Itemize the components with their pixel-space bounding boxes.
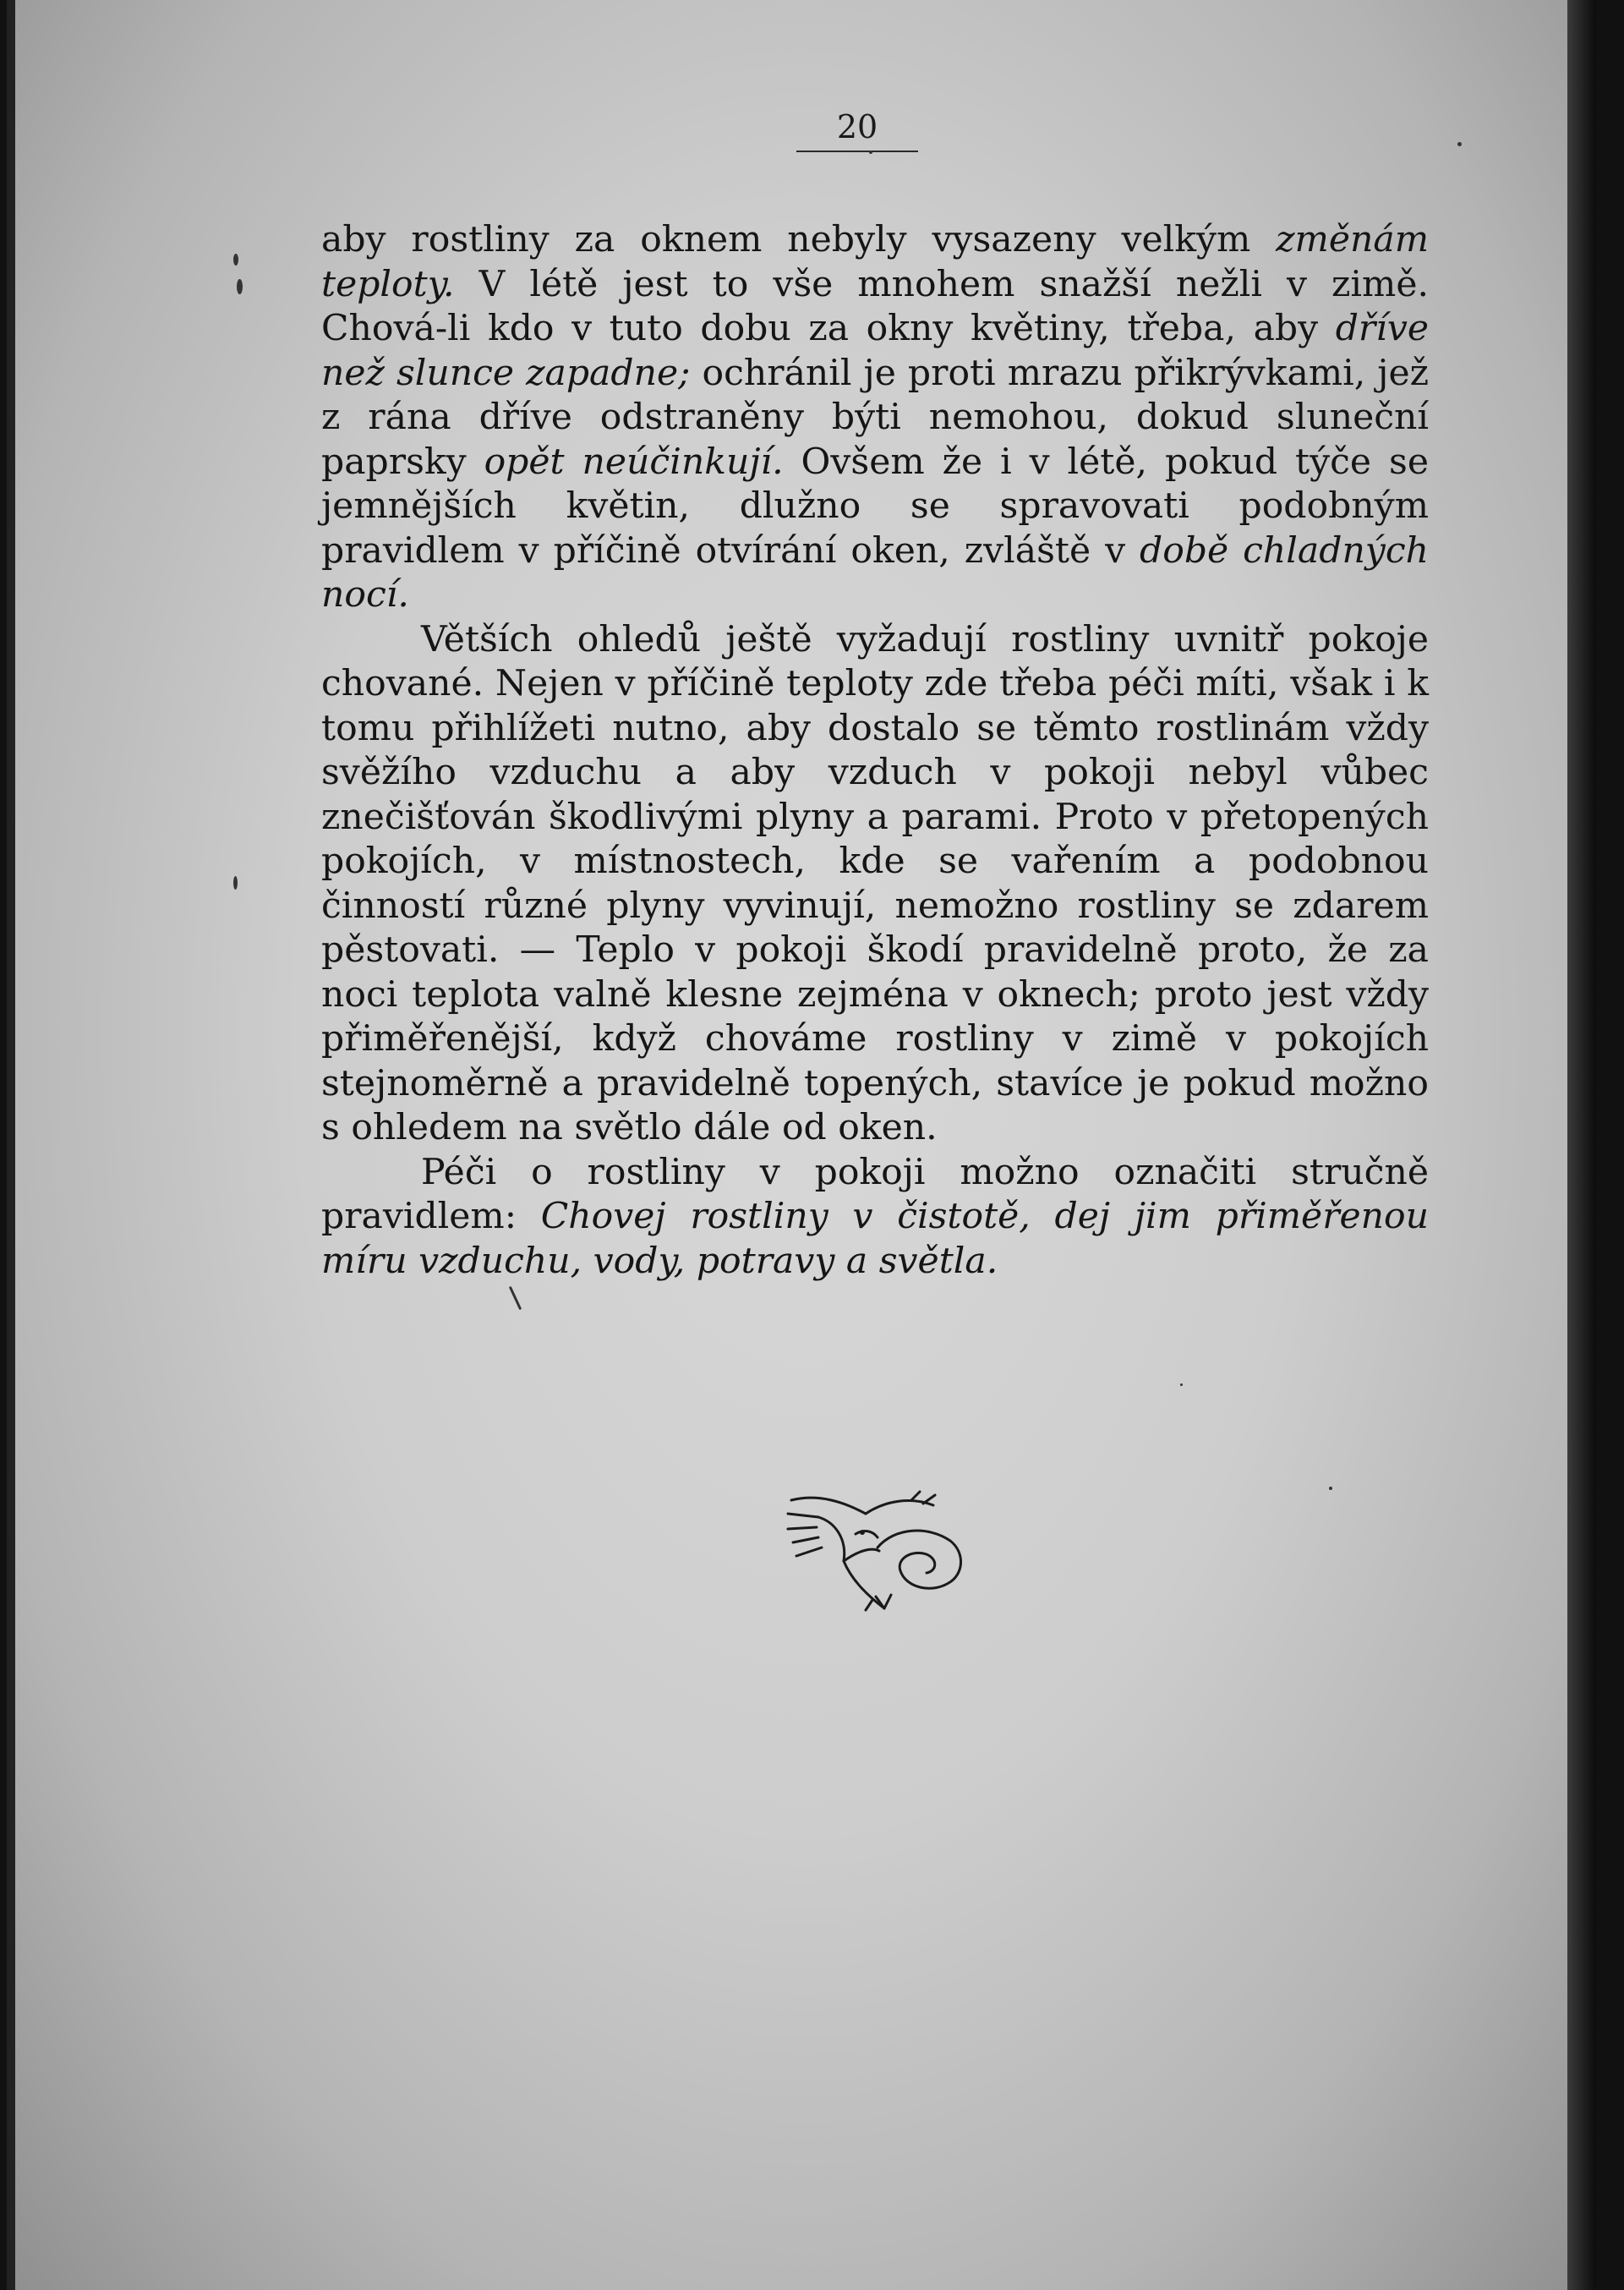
scan-speck	[869, 151, 872, 154]
scan-speck	[1180, 1383, 1183, 1386]
scan-speck	[1329, 1487, 1332, 1490]
text-run: Větších ohledů ještě vyžadují rostliny uvnitř pokoje chované. Nejen v příčině teploty zde třeba péči míti, však i k tomu přihlížeti nutno, aby dostalo se těmto rostlinám vždy svěžího vzduchu a aby vzduch v pokoji nebyl vůbec znečišťován škodlivými plyny a parami. Proto v přetopených pokojích, v místnostech, kde se vařením a podobnou činností různé plyny vyvinují, nemožno rostliny se zdarem pěstovati. — Teplo v pokoji škodí pravidelně proto, že za noci teplota valně klesne zejména v oknech; proto jest vždy přiměřenější, když chováme rostliny v zimě v pokojích stejnoměrně a pravidelně topených, stavíce je pokud možno s ohledem na světlo dále od oken.	[321, 618, 1429, 1148]
paragraph	[321, 218, 1429, 618]
scan-edge-left	[7, 0, 15, 2290]
paragraph	[321, 1151, 1429, 1285]
scan-speck	[237, 279, 243, 294]
scan-speck	[233, 876, 238, 890]
text-run-italic: změnám teploty.	[321, 219, 1429, 305]
scan-speck	[233, 254, 238, 266]
text-run: V létě jest to vše mnohem snažší nežli v zimě. Chová-li kdo v tuto dobu za okny květiny, třeba, aby	[321, 263, 1429, 349]
page-number-value: 20	[796, 108, 918, 152]
text-run-italic: Chovej rostliny v čistotě, dej jim přiměřenou míru vzduchu, vody, potravy a světla.	[321, 1196, 1429, 1282]
page-number	[63, 108, 1596, 152]
text-run: ochránil je proti mrazu přikrývkami, jež z rána dříve odstraněny býti nemohou, dokud sluneční paprsky	[321, 352, 1429, 483]
text-run: aby rostliny za oknem nebyly vysazeny velkým	[321, 219, 1277, 260]
paragraph	[321, 618, 1429, 1151]
body-text	[321, 218, 1429, 1284]
scan-speck	[509, 1286, 522, 1310]
scan-speck	[1457, 142, 1462, 146]
scan-edge-right	[1567, 0, 1596, 2290]
dragon-ornament-icon	[785, 1488, 971, 1615]
book-page	[7, 0, 1596, 2290]
text-run-italic: dříve než slunce zapadne;	[321, 308, 1429, 394]
text-run-italic: opět neúčinkují.	[484, 441, 784, 483]
text-run: Ovšem že i v létě, pokud týče se jemnějších květin, dlužno se spravovati podobným pravidlem v příčině otvírání oken, zvláště v	[321, 441, 1429, 572]
text-run: Péči o rostliny v pokoji možno označiti stručně pravidlem:	[321, 1151, 1429, 1237]
text-run-italic: době chladných nocí.	[321, 529, 1429, 616]
